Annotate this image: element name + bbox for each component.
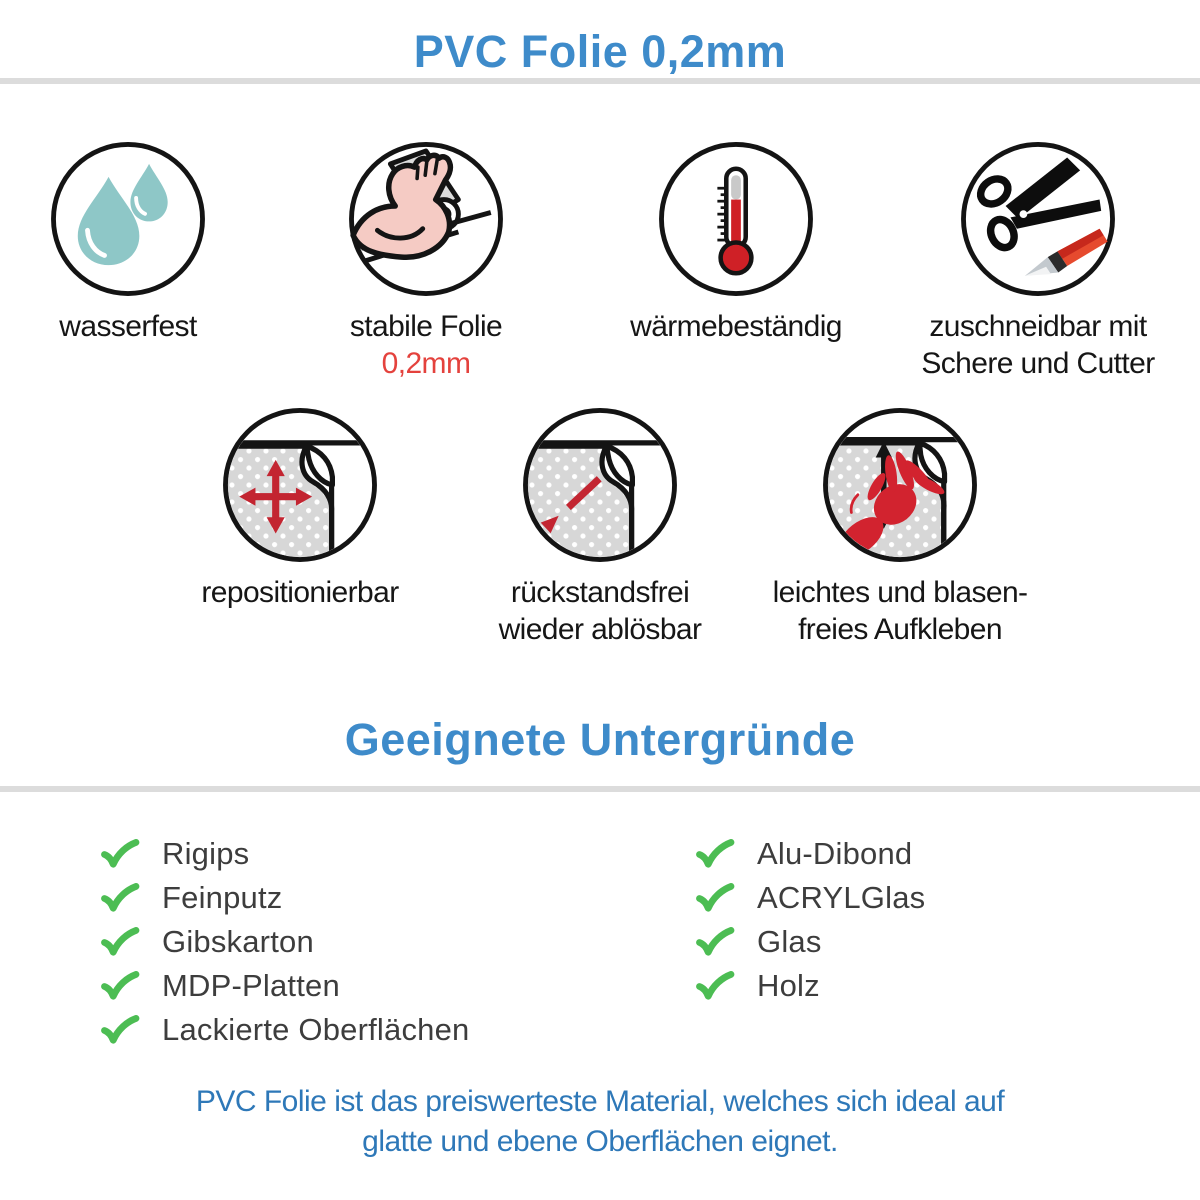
list-item	[100, 920, 660, 964]
feature-label: leichtes und blasen- freies Aufkleben	[772, 576, 1028, 646]
check-icon	[100, 883, 140, 914]
features-row-2	[150, 404, 1050, 648]
thickness-value: 0,2mm	[381, 347, 471, 380]
feature-residue-free	[450, 404, 750, 648]
feature-heat-resistant	[596, 138, 876, 345]
feature-bubble-free	[750, 404, 1050, 648]
list-item	[100, 964, 660, 1008]
hand-smooth-film-icon	[819, 404, 981, 566]
page-title: PVC Folie 0,2mm	[413, 26, 787, 77]
check-icon	[695, 839, 735, 870]
check-icon	[100, 927, 140, 958]
surface-label: Holz	[757, 968, 820, 1003]
feature-cuttable	[876, 138, 1200, 382]
footer-line-2: glatte und ebene Oberflächen eignet.	[362, 1125, 838, 1158]
list-item	[695, 876, 1160, 920]
surface-label: Rigips	[162, 836, 250, 871]
feature-label: wärmebeständig	[630, 310, 842, 343]
check-icon	[695, 927, 735, 958]
feature-repositionable	[150, 404, 450, 611]
surfaces-column-left	[100, 832, 660, 1052]
scissors-cutter-icon	[957, 138, 1119, 300]
feature-waterproof	[0, 138, 256, 345]
feature-label: zuschneidbar mit Schere und Cutter	[921, 310, 1155, 380]
features-row-1	[0, 138, 1200, 382]
surfaces-section-title: Geeignete Untergründe	[344, 714, 856, 765]
surface-label: Lackierte Oberflächen	[162, 1012, 470, 1047]
surface-label: ACRYLGlas	[757, 880, 926, 915]
feature-label: stabile Folie 0,2mm	[349, 310, 503, 380]
surfaces-column-right	[660, 832, 1160, 1052]
surface-label: MDP-Platten	[162, 968, 340, 1003]
feature-label: repositionierbar	[201, 576, 399, 609]
divider-surfaces	[0, 786, 1200, 792]
footer-note	[0, 1082, 1200, 1162]
check-icon	[100, 1015, 140, 1046]
list-item	[100, 1008, 660, 1052]
strong-arm-film-icon	[345, 138, 507, 300]
check-icon	[695, 971, 735, 1002]
water-drops-icon	[47, 138, 209, 300]
feature-label: rückstandsfrei wieder ablösbar	[498, 576, 702, 646]
move-arrows-film-icon	[219, 404, 381, 566]
feature-stable-film	[256, 138, 596, 382]
surface-label: Glas	[757, 924, 822, 959]
check-icon	[100, 839, 140, 870]
list-item	[695, 832, 1160, 876]
footer-line-1: PVC Folie ist das preiswerteste Material, welches sich ideal auf	[195, 1085, 1005, 1118]
list-item	[695, 964, 1160, 1008]
surface-label: Feinputz	[162, 880, 283, 915]
list-item	[100, 876, 660, 920]
divider-top	[0, 78, 1200, 84]
surfaces-list	[0, 832, 1200, 1052]
thermometer-icon	[655, 138, 817, 300]
check-icon	[100, 971, 140, 1002]
list-item	[100, 832, 660, 876]
check-icon	[695, 883, 735, 914]
surface-label: Alu-Dibond	[757, 836, 913, 871]
list-item	[695, 920, 1160, 964]
peel-arrow-film-icon	[519, 404, 681, 566]
feature-label: wasserfest	[59, 310, 197, 343]
surface-label: Gibskarton	[162, 924, 314, 959]
